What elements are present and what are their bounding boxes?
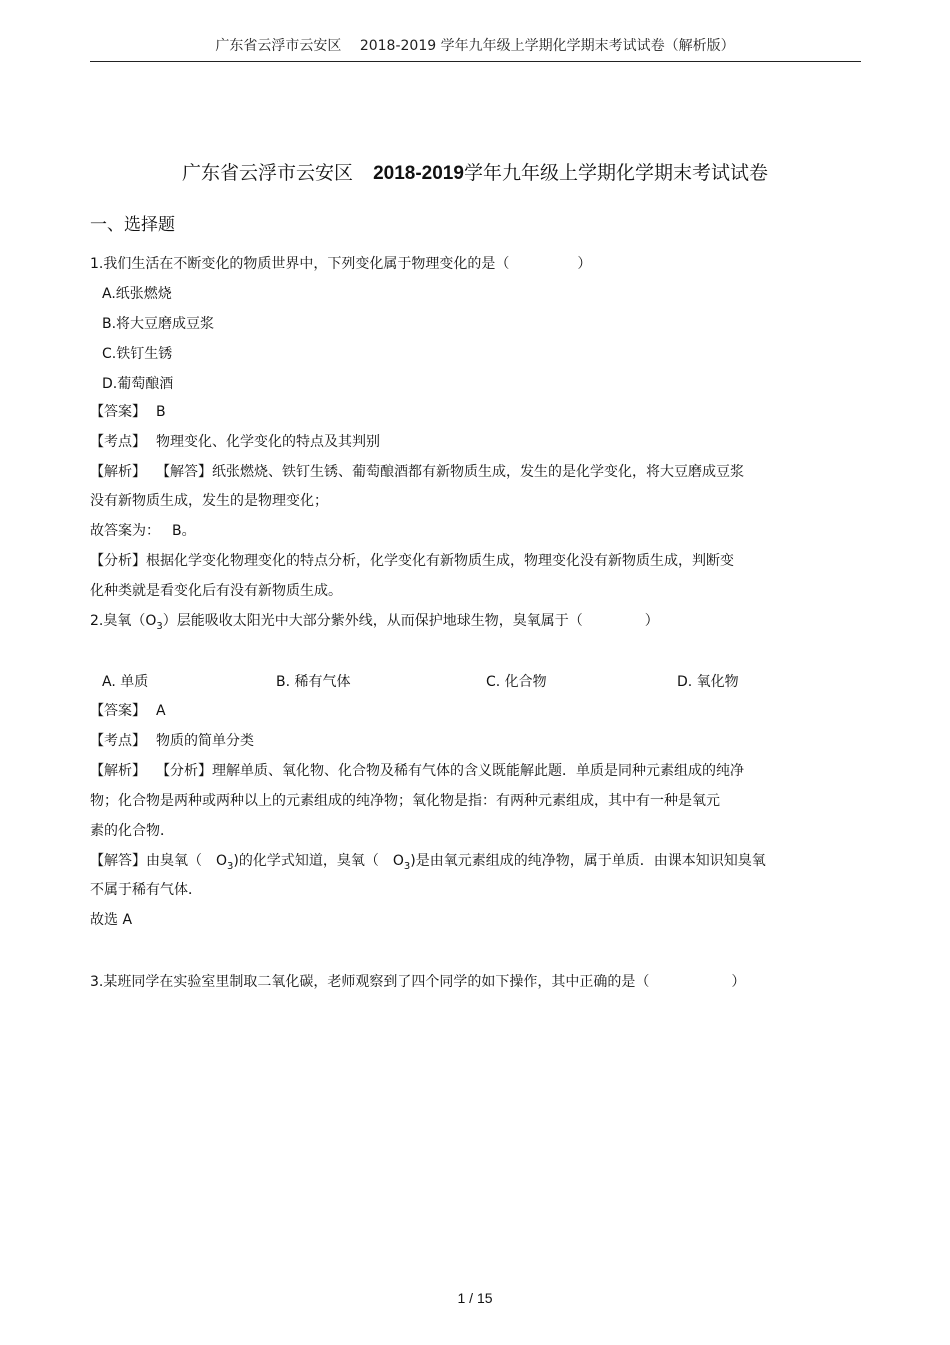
question-2-option-d: D. 氧化物: [677, 674, 739, 690]
question-2-stem: 2.臭氧$(O_3)$层能吸收太阳光中大部分紫外线，从而保护地球生物，臭氧属于（ ）: [90, 613, 659, 632]
running-header: 广东省云浮市云安区 2018-2019 学年九年级上学期化学期末考试试卷（解析版）: [215, 38, 735, 54]
question-2-option-c: C. 化合物: [486, 674, 547, 690]
question-1-analysis-line-1: 【解析】 【解答】纸张燃烧、铁钉生锈、葡萄酿酒都有新物质生成，发生的是化学变化，将大豆磨成豆浆: [90, 464, 744, 480]
question-2-analysis-line-2: 物；化合物是两种或两种以上的元素组成的纯净物；氧化物是指：有两种元素组成，其中有一种是氧元: [90, 793, 720, 809]
question-1-option-d: D.葡萄酿酒: [102, 376, 174, 392]
question-1-option-c: C.铁钉生锈: [102, 346, 173, 362]
question-1-option-a: A.纸张燃烧: [102, 286, 172, 302]
question-2-analysis-line-3: 素的化合物．: [90, 823, 174, 839]
question-1-point: 【考点】 物理变化、化学变化的特点及其判别: [90, 434, 380, 450]
question-2-final-answer: 故选 A: [90, 912, 133, 928]
question-2-option-b: B. 稀有气体: [276, 674, 351, 690]
question-2-solve-line-2: 不属于稀有气体．: [90, 882, 202, 898]
header-rule: [90, 61, 861, 62]
question-1-analysis-line-2: 没有新物质生成，发生的是物理变化；: [90, 493, 328, 509]
question-2-point: 【考点】 物质的简单分类: [90, 733, 254, 749]
question-2-option-a: A. 单质: [102, 674, 149, 690]
question-2-solve-line-1: 【解答】由臭氧（ $O_3$)的化学式知道，臭氧（ $O_3$)是由氧元素组成的纯净物，属于单质．由课本知识知臭氧: [90, 853, 766, 872]
question-3-stem: 3.某班同学在实验室里制取二氧化碳，老师观察到了四个同学的如下操作，其中正确的是（ ）: [90, 974, 746, 990]
question-2-answer: 【答案】 A: [90, 703, 166, 719]
section-heading: 一、选择题: [90, 215, 175, 235]
question-1-answer: 【答案】 B: [90, 404, 166, 420]
question-1-stem: 1.我们生活在不断变化的物质世界中，下列变化属于物理变化的是（ ）: [90, 256, 592, 272]
title-region: 广东省云浮市云安区: [182, 162, 354, 184]
page-number: 1 / 15: [457, 1290, 493, 1306]
question-2-analysis-line-1: 【解析】 【分析】理解单质、氧化物、化合物及稀有气体的含义既能解此题．单质是同种元素组成的纯净: [90, 763, 744, 779]
title-years: 2018-2019: [373, 163, 464, 184]
question-1-fenxi-line-2: 化种类就是看变化后有没有新物质生成。: [90, 583, 342, 599]
question-1-fenxi-line-1: 【分析】根据化学变化物理变化的特点分析，化学变化有新物质生成，物理变化没有新物质生成，判断变: [90, 553, 734, 569]
question-1-option-b: B.将大豆磨成豆浆: [102, 316, 215, 332]
question-1-final-answer: 故答案为： B。: [90, 523, 196, 539]
document-title: [0, 158, 950, 185]
title-rest: 学年九年级上学期化学期末考试试卷: [463, 162, 768, 184]
